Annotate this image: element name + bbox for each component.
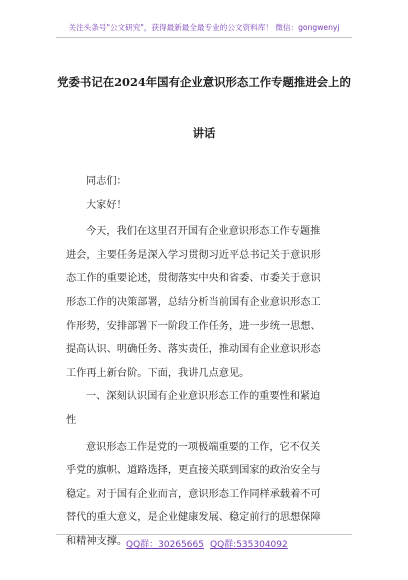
paragraph-line: 替代的重大意义，是企业健康发展、稳定前行的思想保障 [66,512,321,524]
header-divider [56,37,352,38]
section-heading-continued: 性 [66,414,77,426]
paragraph-line: 乎党的旗帜、道路选择，更直接关联到国家的政治安全与 [66,465,321,477]
document-body [66,170,332,554]
paragraph-line: 进会，主要任务是深入学习贯彻习近平总书记关于意识形 [66,249,321,261]
section-heading: 一、深刻认识国有企业意识形态工作的重要性和紧迫 [86,391,321,403]
paragraph-line: 意识形态工作是党的一项极端重要的工作，它不仅关 [86,441,321,453]
footer-divider [56,534,352,535]
paragraph-line: 和精神支撑。 [66,535,128,547]
salutation: 同志们： [86,176,127,187]
paragraph-line: 作形势，安排部署下一阶段工作任务，进一步统一思想、 [66,320,321,332]
greeting: 大家好！ [86,199,127,211]
header-note: 关注头条号"公文研究"，获得最新最全最专业的公文资料库！ 微信：gongwenyj [68,23,340,32]
paragraph-line: 稳定。对于国有企业而言，意识形态工作同样承载着不可 [66,488,321,500]
paragraph-line: 提高认识、明确任务、落实责任，推动国有企业意识形态 [66,344,321,356]
paragraph-line: 态工作的重要论述，贯彻落实中央和省委、市委关于意识 [66,273,321,285]
paragraph-line: 今天，我们在这里召开国有企业意识形态工作专题推 [86,226,321,238]
footer-qq-group-2[interactable]: QQ群:535304092 [210,540,288,550]
paragraph-line: 形态工作的决策部署，总结分析当前国有企业意识形态工 [66,296,321,308]
document-title-continued: 讲话 [192,126,216,140]
document-title: 党委书记在2024年国有企业意识形态工作专题推进会上的 [57,75,351,89]
paragraph-line: 工作再上新台阶。下面，我讲几点意见。 [66,367,250,379]
footer-qq-group-1[interactable]: QQ群：30265665 [126,540,204,550]
